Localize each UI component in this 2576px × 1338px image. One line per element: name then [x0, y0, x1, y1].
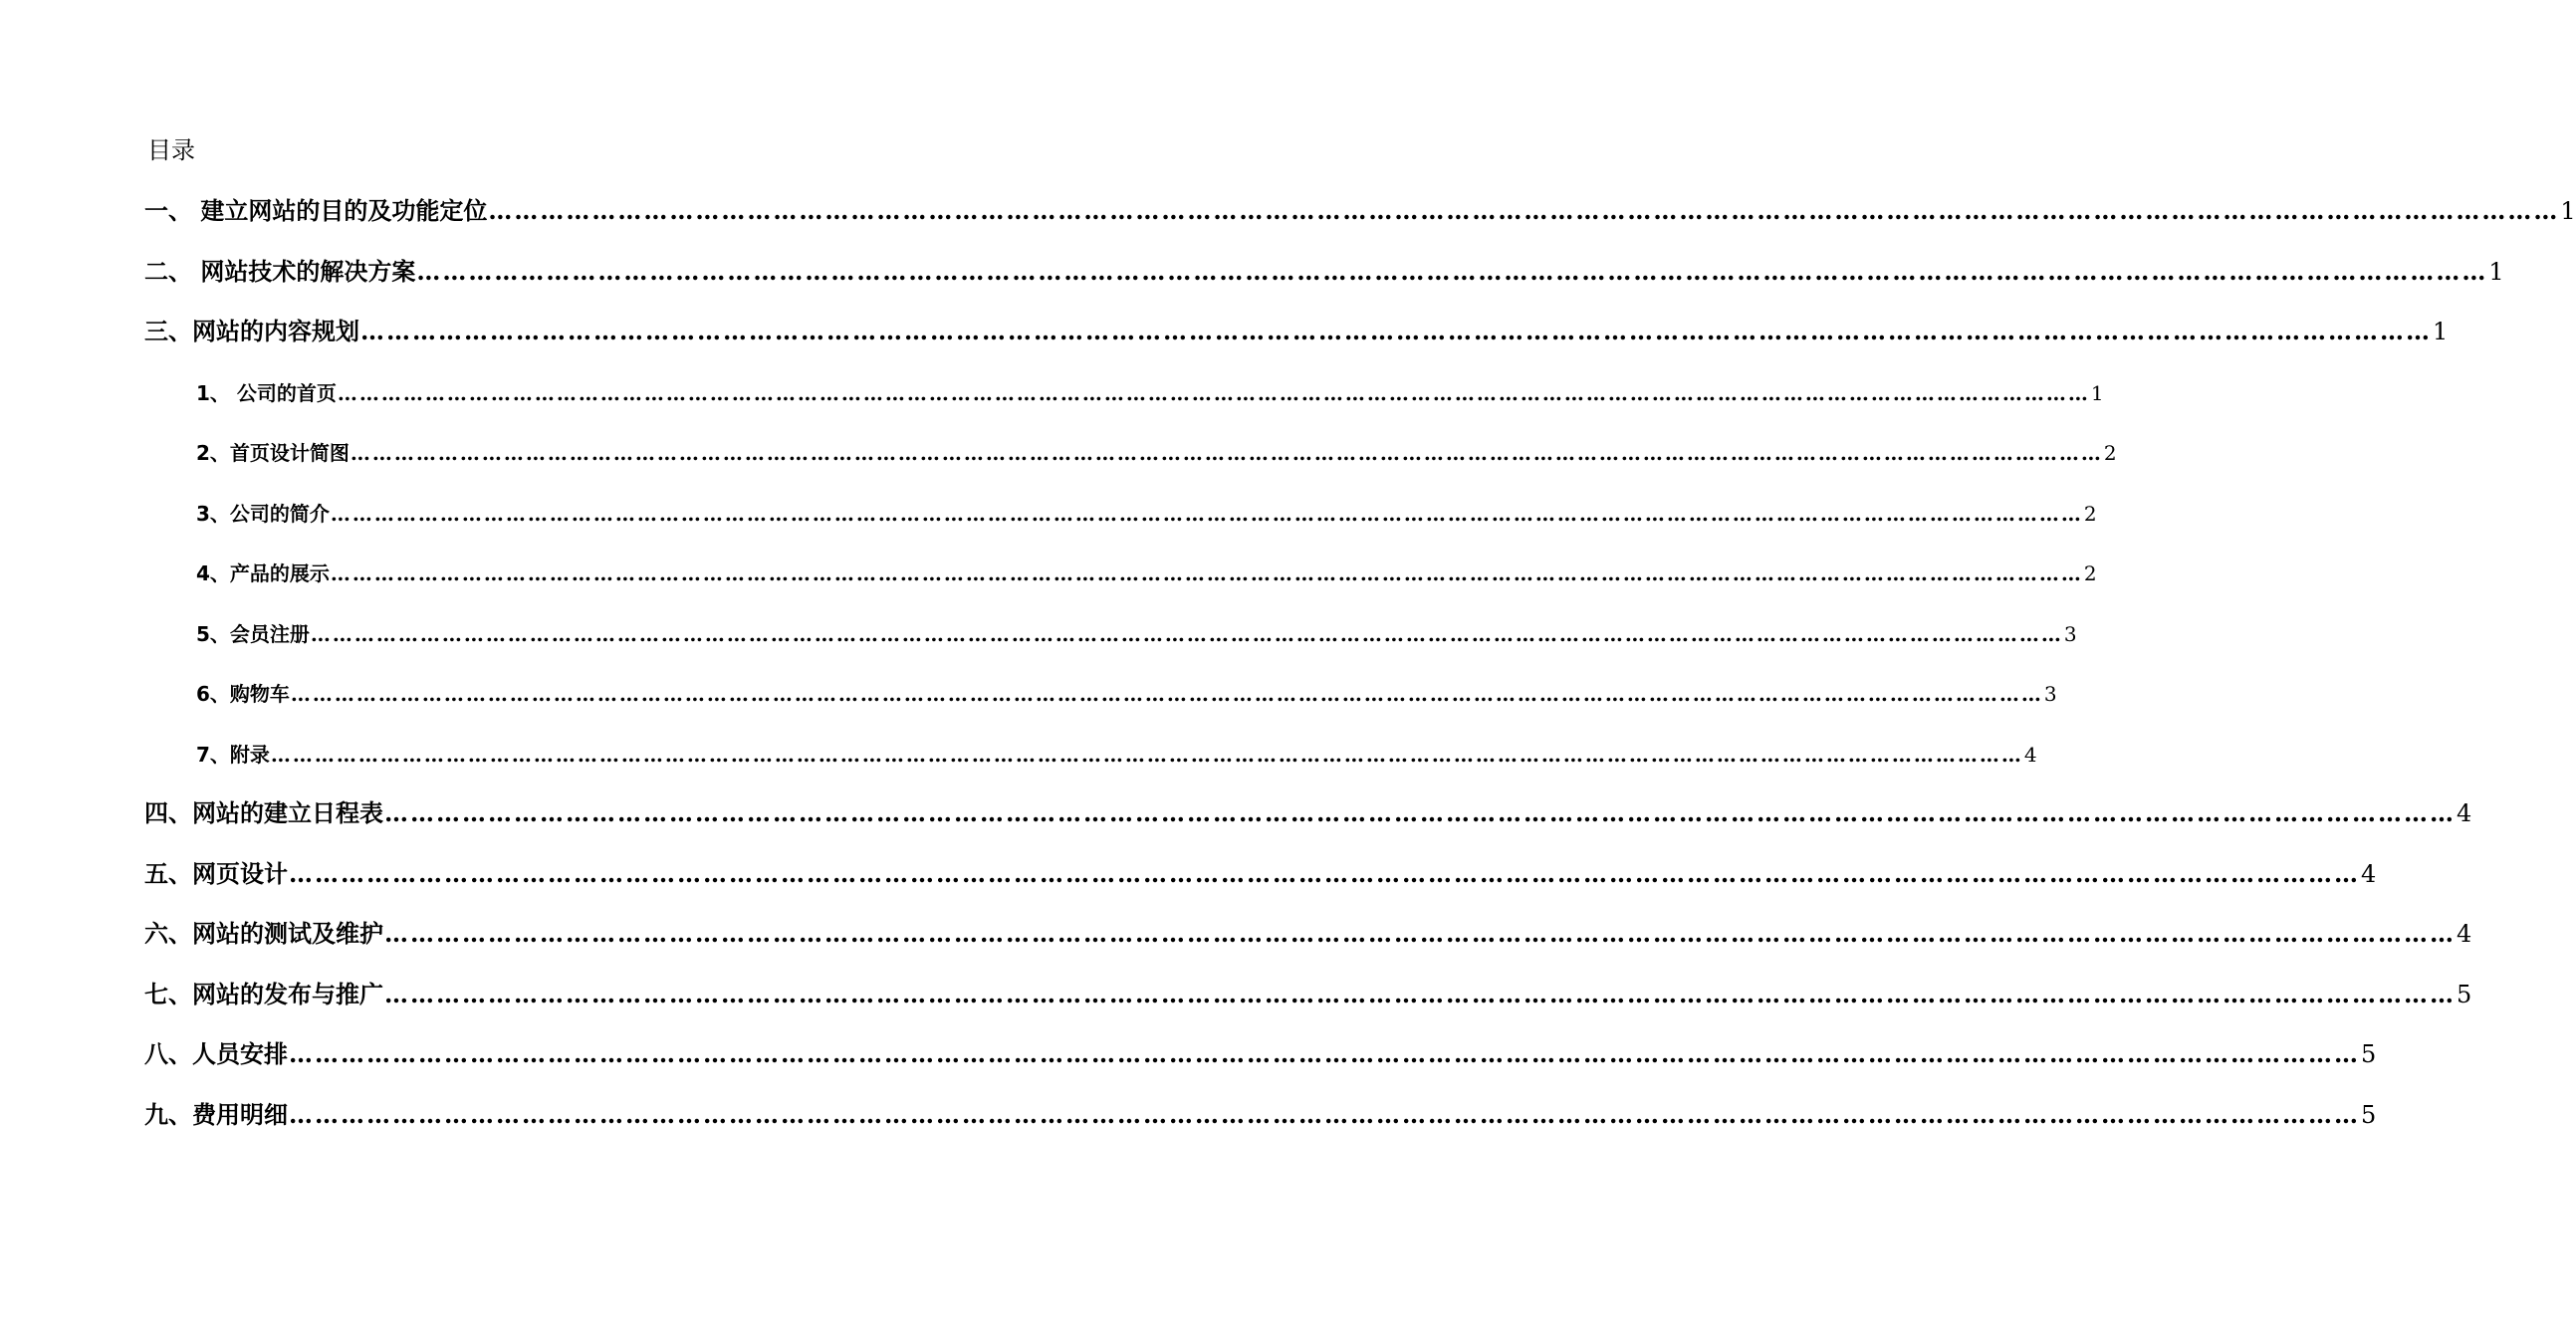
toc-entry[interactable] [144, 194, 2576, 228]
toc-title: 目录 [147, 136, 195, 164]
toc-entry-label: 2、首页设计简图 [196, 441, 350, 465]
toc-entry[interactable] [196, 619, 2077, 649]
toc-page-number: 4 [2457, 799, 2472, 827]
toc-entry[interactable] [144, 978, 2472, 1011]
toc-dot-leader: …………………………………………………………………………………………………………………………………………………………………………………………………………………… [290, 682, 2043, 706]
toc-entry[interactable] [144, 1098, 2377, 1132]
toc-page-number: 2 [2103, 441, 2117, 465]
toc-dot-leader: …………………………………………………………………………………………………………………………………………………………………………………………………………………… [270, 742, 2023, 767]
toc-dot-leader: …………………………………………………………………………………………………………………………………………………………………………………………………………………… [289, 1039, 2360, 1068]
toc-page-number: 1 [2090, 380, 2104, 405]
toc-dot-leader: …………………………………………………………………………………………………………………………………………………………………………………………………………………… [330, 561, 2083, 585]
toc-page-number: 1 [2488, 257, 2504, 286]
toc-page-number: 5 [2361, 1100, 2377, 1129]
toc-page-number: 4 [2457, 920, 2472, 948]
toc-entry[interactable] [144, 315, 2449, 348]
toc-dot-leader: …………………………………………………………………………………………………………………………………………………………………………………………………………………… [384, 979, 2456, 1008]
toc-entry-label: 七、网站的发布与推广 [144, 980, 383, 1008]
toc-entry[interactable] [144, 255, 2504, 289]
toc-entry[interactable] [196, 378, 2104, 408]
toc-entry-label: 九、费用明细 [144, 1100, 288, 1129]
toc-dot-leader: …………………………………………………………………………………………………………………………………………………………………………………………………………………… [384, 798, 2456, 827]
toc-entry[interactable] [144, 1037, 2377, 1071]
toc-entry-label: 1、 公司的首页 [196, 380, 337, 405]
toc-dot-leader: …………………………………………………………………………………………………………………………………………………………………………………………………………………… [310, 621, 2063, 646]
toc-page-number: 5 [2361, 1040, 2377, 1068]
toc-page-number: 3 [2043, 682, 2057, 706]
toc-entry-label: 三、网站的内容规划 [144, 318, 359, 345]
toc-page-number: 4 [2361, 859, 2377, 888]
toc-entry[interactable] [196, 499, 2097, 529]
toc-entry-label: 6、购物车 [196, 682, 290, 706]
toc-dot-leader: …………………………………………………………………………………………………………………………………………………………………………………………………………………… [360, 317, 2432, 345]
toc-entry-label: 4、产品的展示 [196, 561, 330, 585]
toc-entry-label: 四、网站的建立日程表 [144, 799, 383, 827]
toc-entry-label: 7、附录 [196, 742, 270, 767]
toc-entry[interactable] [144, 857, 2377, 891]
toc-entry[interactable] [196, 679, 2057, 709]
toc-entry-label: 3、公司的简介 [196, 501, 330, 526]
toc-entry[interactable] [196, 558, 2097, 588]
toc-page-number: 5 [2457, 980, 2472, 1008]
toc-dot-leader: …………………………………………………………………………………………………………………………………………………………………………………………………………………… [350, 441, 2103, 465]
toc-entry[interactable] [196, 438, 2117, 468]
toc-entry-label: 五、网页设计 [144, 859, 288, 888]
toc-dot-leader: …………………………………………………………………………………………………………………………………………………………………………………………………………………… [289, 858, 2360, 888]
toc-entry-label: 六、网站的测试及维护 [144, 920, 383, 948]
toc-entry[interactable] [144, 796, 2472, 830]
toc-page-number: 1 [2560, 197, 2576, 225]
toc-entry-label: 八、人员安排 [144, 1040, 288, 1068]
toc-entry[interactable] [144, 917, 2472, 951]
toc-entry-label: 5、会员注册 [196, 621, 310, 646]
toc-page-number: 1 [2433, 318, 2449, 345]
toc-page-number: 4 [2023, 742, 2037, 767]
toc-entry[interactable] [196, 740, 2037, 770]
toc-dot-leader: …………………………………………………………………………………………………………………………………………………………………………………………………………………… [488, 196, 2560, 225]
toc-page-number: 3 [2063, 621, 2077, 646]
toc-dot-leader: …………………………………………………………………………………………………………………………………………………………………………………………………………………… [337, 380, 2090, 405]
toc-dot-leader: …………………………………………………………………………………………………………………………………………………………………………………………………………………… [384, 919, 2456, 948]
toc-dot-leader: …………………………………………………………………………………………………………………………………………………………………………………………………………………… [289, 1099, 2360, 1129]
toc-page-number: 2 [2083, 501, 2097, 526]
toc-dot-leader: …………………………………………………………………………………………………………………………………………………………………………………………………………………… [330, 501, 2083, 526]
toc-page-number: 2 [2083, 561, 2097, 585]
toc-entry-label: 一、 建立网站的目的及功能定位 [144, 197, 488, 225]
toc-dot-leader: …………………………………………………………………………………………………………………………………………………………………………………………………………………… [416, 256, 2488, 286]
toc-entry-label: 二、 网站技术的解决方案 [144, 257, 416, 286]
